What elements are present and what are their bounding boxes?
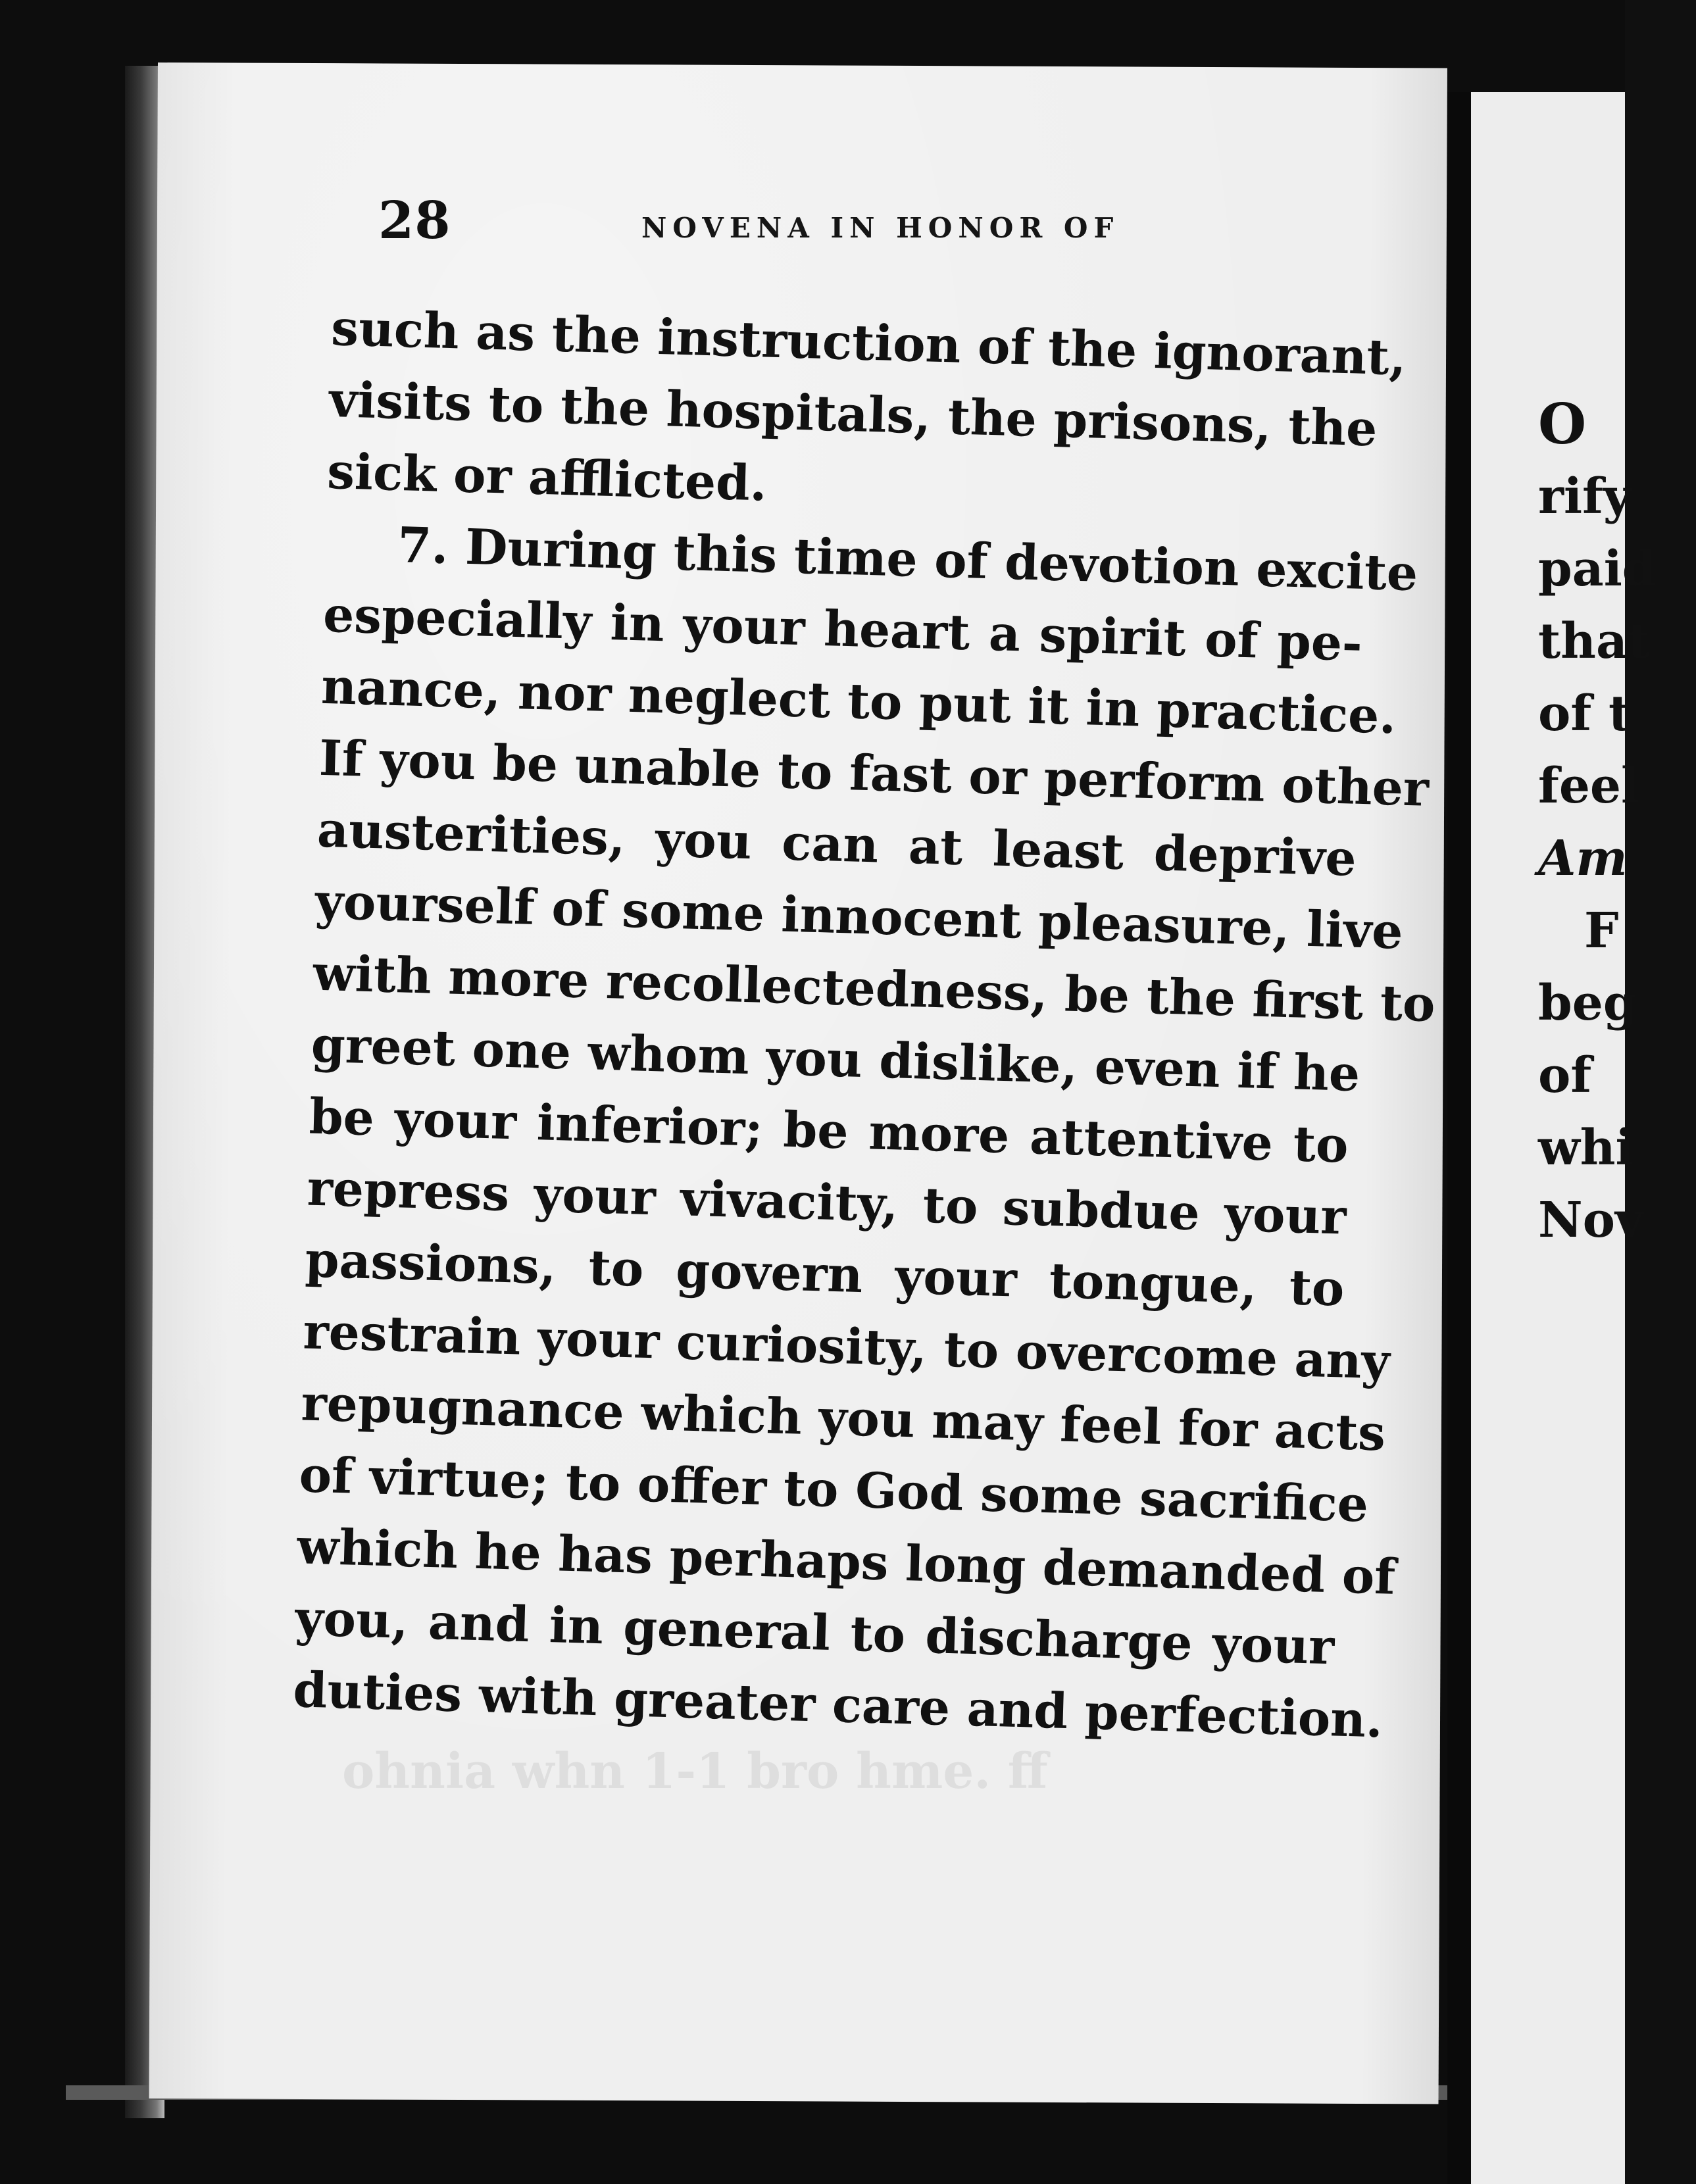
page-number: 28 bbox=[378, 191, 451, 251]
facing-line: F bbox=[1584, 903, 1619, 959]
facing-line: of t bbox=[1538, 685, 1632, 742]
text-line: nance, nor neglect to put it in practice. bbox=[320, 658, 1397, 745]
show-through-text: ohnia whn 1-1 bro hme. ff bbox=[342, 1743, 1048, 1800]
text-line: If you be unable to fast or perform other bbox=[318, 730, 1430, 818]
text-line: which he has perhaps long demanded of bbox=[296, 1518, 1397, 1606]
facing-line: Nov bbox=[1538, 1192, 1643, 1249]
text-line: yourself of some innocent pleasure, live bbox=[314, 873, 1404, 960]
facing-line: O bbox=[1538, 391, 1587, 457]
text-line: such as the instruction of the ignorant, bbox=[330, 299, 1407, 387]
text-line: of virtue; to offer to God some sacrifice bbox=[298, 1447, 1370, 1533]
text-line: restrain your curiosity, to overcome any bbox=[302, 1303, 1391, 1391]
text-line: duties with greater care and perfection. bbox=[292, 1662, 1384, 1749]
facing-page-text bbox=[1538, 388, 1696, 1256]
text-line: repress your vivacity, to subdue your bbox=[306, 1160, 1347, 1246]
running-head: NOVENA IN HONOR OF bbox=[641, 212, 1120, 244]
gutter bbox=[1447, 92, 1471, 2184]
facing-line: that bbox=[1538, 613, 1651, 670]
facing-line: rify bbox=[1538, 468, 1632, 525]
text-line: especially in your heart a spirit of pe- bbox=[322, 586, 1363, 672]
text-line: be your inferior; be more attentive to bbox=[308, 1088, 1349, 1174]
text-line: greet one whom you dislike, even if he bbox=[310, 1016, 1361, 1103]
facing-line: Am bbox=[1538, 830, 1628, 887]
text-line: you, and in general to discharge your bbox=[294, 1590, 1335, 1676]
facing-line: paid bbox=[1538, 541, 1657, 597]
facing-line: whi bbox=[1538, 1120, 1634, 1176]
facing-line: feel bbox=[1538, 758, 1640, 814]
facing-line: beg bbox=[1538, 975, 1637, 1031]
text-line: visits to the hospitals, the prisons, the bbox=[328, 371, 1378, 458]
text-line: repugnance which you may feel for acts bbox=[300, 1375, 1387, 1462]
body-text bbox=[292, 293, 1436, 1755]
text-line: austerities, you can at least deprive bbox=[316, 801, 1357, 887]
page-header bbox=[378, 191, 1365, 250]
text-line: with more recollectedness, be the first to bbox=[312, 945, 1436, 1033]
text-line: 7. During this time of devotion excite bbox=[397, 516, 1419, 603]
text-line: passions, to govern your tongue, to bbox=[304, 1231, 1345, 1318]
facing-line: of bbox=[1538, 1047, 1592, 1104]
text-line: sick or afflicted. bbox=[326, 443, 768, 512]
